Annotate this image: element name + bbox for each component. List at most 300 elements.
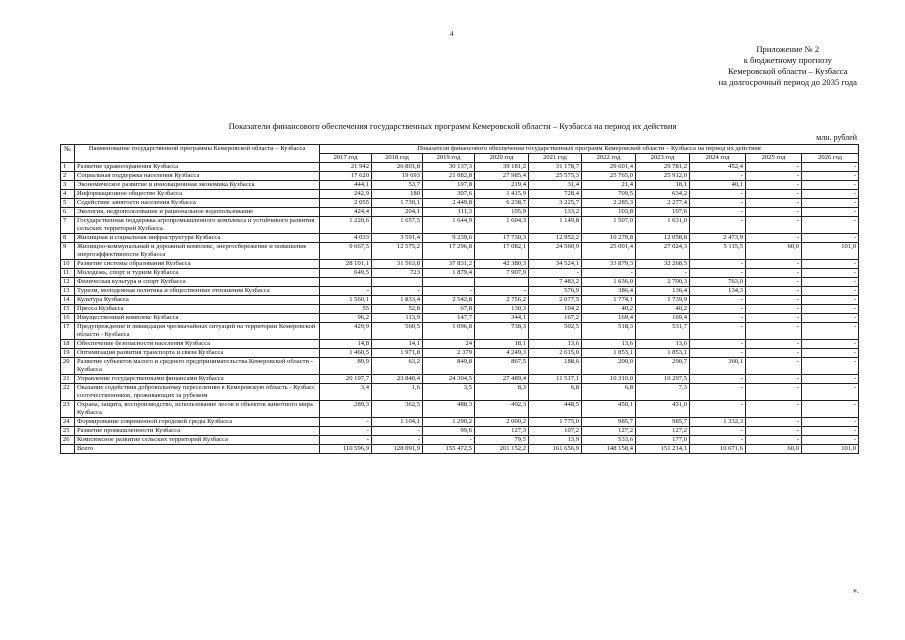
value-cell: 151 214,1	[636, 445, 690, 454]
value-cell: -	[802, 163, 859, 172]
value-cell: -	[802, 384, 859, 401]
value-cell: -	[690, 199, 746, 208]
value-cell: 13,9	[529, 436, 582, 445]
table-row	[61, 375, 859, 384]
value-cell: -	[475, 287, 529, 296]
value-cell: 1,6	[372, 384, 423, 401]
value-cell: 1 853,1	[636, 349, 690, 358]
value-cell: 7 483,2	[529, 278, 582, 287]
value-cell: -	[582, 269, 636, 278]
table-row	[61, 418, 859, 427]
value-cell: 1 104,1	[372, 418, 423, 427]
program-name: Туризм, молодежная политика и общественные отношения Кузбасса	[75, 287, 320, 296]
value-cell: 32 268,5	[636, 260, 690, 269]
value-cell: 60,0	[746, 243, 802, 260]
value-cell: -	[746, 199, 802, 208]
document-title: Показатели финансового обеспечения государственных программ Кемеровской области – Кузбасса на период их действия	[228, 121, 677, 131]
value-cell: 40,2	[636, 305, 690, 314]
value-cell: -	[746, 217, 802, 234]
value-cell: -	[746, 278, 802, 287]
table-row	[61, 190, 859, 199]
value-cell: 12 058,8	[636, 234, 690, 243]
value-cell: 492,3	[475, 401, 529, 418]
value-cell: 2 000,2	[475, 418, 529, 427]
value-cell: -	[802, 199, 859, 208]
value-cell: -	[423, 436, 475, 445]
value-cell: 24	[423, 340, 475, 349]
table-row	[61, 314, 859, 323]
value-cell: 1 775,0	[529, 418, 582, 427]
program-name: Управление государственными финансами Кузбасса	[75, 375, 320, 384]
value-cell: 134,3	[690, 287, 746, 296]
value-cell: 2 379	[423, 349, 475, 358]
value-cell: -	[372, 287, 423, 296]
value-cell: 169,4	[582, 314, 636, 323]
value-cell: -	[802, 375, 859, 384]
value-cell: 12 575,2	[372, 243, 423, 260]
program-name: Имущественный комплекс Кузбасса	[75, 314, 320, 323]
value-cell: -	[746, 181, 802, 190]
table-row	[61, 349, 859, 358]
value-cell: 53,7	[372, 181, 423, 190]
value-cell: -	[746, 296, 802, 305]
value-cell: 89,9	[320, 358, 372, 375]
value-cell: -	[690, 436, 746, 445]
value-cell: -	[746, 314, 802, 323]
value-cell: 533,6	[582, 436, 636, 445]
value-cell: 111,3	[423, 208, 475, 217]
value-cell: -	[802, 269, 859, 278]
value-cell: 204,1	[372, 208, 423, 217]
value-cell: -	[802, 190, 859, 199]
value-cell: 450,1	[582, 401, 636, 418]
value-cell: -	[690, 384, 746, 401]
value-cell: 1 507,0	[582, 217, 636, 234]
header-row-1	[61, 145, 859, 154]
value-cell: 2 700,3	[636, 278, 690, 287]
header-year: 2024 год	[690, 154, 746, 163]
value-cell: 99,6	[423, 427, 475, 436]
row-number: 16	[61, 314, 75, 323]
value-cell: 23 840,4	[372, 375, 423, 384]
program-name: Физическая культура и спорт Кузбасса	[75, 278, 320, 287]
row-number: 21	[61, 375, 75, 384]
header-year: 2020 год	[475, 154, 529, 163]
table-row	[61, 401, 859, 418]
value-cell: 105,9	[475, 208, 529, 217]
value-cell: 649,5	[320, 269, 372, 278]
value-cell: -	[746, 208, 802, 217]
value-cell: 31,4	[529, 181, 582, 190]
value-cell: 30 137,3	[423, 163, 475, 172]
value-cell: -	[746, 436, 802, 445]
row-number: 3	[61, 181, 75, 190]
value-cell: 96,2	[320, 314, 372, 323]
program-name: Оказание содействия добровольному переселению в Кемеровскую область - Кузбасс соотечественников, проживающих за рубежом	[75, 384, 320, 401]
value-cell: 21 082,8	[423, 172, 475, 181]
value-cell: 107,2	[529, 427, 582, 436]
value-cell: 37 831,2	[423, 260, 475, 269]
value-cell: -	[746, 287, 802, 296]
value-cell: -	[690, 296, 746, 305]
units-label: млн. рублей	[816, 133, 857, 142]
value-cell: 531,7	[636, 323, 690, 340]
value-cell: 148 158,4	[582, 445, 636, 454]
value-cell: 39 181,2	[475, 163, 529, 172]
table-row	[61, 384, 859, 401]
value-cell: 1 096,8	[423, 323, 475, 340]
program-name: Экология, недропользование и рациональное водопользование	[75, 208, 320, 217]
program-name: Охрана, защита, воспроизводство, использование лесов и объектов животного мира Кузбасса	[75, 401, 320, 418]
value-cell: -	[802, 418, 859, 427]
header-year: 2019 год	[423, 154, 475, 163]
value-cell: 424,4	[320, 208, 372, 217]
value-cell: 55	[320, 305, 372, 314]
header-year: 2017 год	[320, 154, 372, 163]
value-cell: 107,6	[636, 208, 690, 217]
value-cell: -	[802, 208, 859, 217]
table-row	[61, 287, 859, 296]
table-row	[61, 234, 859, 243]
table-row	[61, 305, 859, 314]
value-cell: -	[746, 384, 802, 401]
row-number: 26	[61, 436, 75, 445]
value-cell: 3 225,7	[529, 199, 582, 208]
value-cell: 307,6	[423, 190, 475, 199]
value-cell: 161 656,9	[529, 445, 582, 454]
table-row	[61, 278, 859, 287]
value-cell: -	[802, 401, 859, 418]
value-cell: -	[802, 234, 859, 243]
value-cell: 6,8	[529, 384, 582, 401]
value-cell: 34 524,1	[529, 260, 582, 269]
row-number: 14	[61, 296, 75, 305]
value-cell: 169,4	[636, 314, 690, 323]
value-cell: -	[802, 340, 859, 349]
value-cell: 103,8	[582, 208, 636, 217]
value-cell: 101,0	[802, 445, 859, 454]
value-cell: -	[802, 305, 859, 314]
table-row	[61, 323, 859, 340]
program-name: Развитие системы образования Кузбасса	[75, 260, 320, 269]
value-cell: -	[746, 340, 802, 349]
value-cell: 3 591,4	[372, 234, 423, 243]
program-name: Жилищная и социальная инфраструктура Кузбасса	[75, 234, 320, 243]
value-cell: 7 907,9	[475, 269, 529, 278]
value-cell: -	[746, 234, 802, 243]
value-cell: 634,2	[636, 190, 690, 199]
value-cell: 1 631,0	[636, 217, 690, 234]
value-cell: -	[690, 323, 746, 340]
value-cell: 127,3	[475, 427, 529, 436]
value-cell: 18,1	[475, 340, 529, 349]
row-number: 13	[61, 287, 75, 296]
value-cell: 25 765,0	[582, 172, 636, 181]
value-cell: -	[746, 305, 802, 314]
value-cell: 24 560,9	[529, 243, 582, 260]
value-cell: 9 667,5	[320, 243, 372, 260]
value-cell: 60,0	[746, 445, 802, 454]
value-cell: 362,5	[372, 401, 423, 418]
header-year: 2018 год	[372, 154, 423, 163]
value-cell: 67,8	[423, 305, 475, 314]
page-number: 4	[450, 30, 454, 38]
row-number: 4	[61, 190, 75, 199]
row-number: 1	[61, 163, 75, 172]
value-cell: 560,5	[372, 323, 423, 340]
value-cell: 709,5	[582, 190, 636, 199]
table-row	[61, 172, 859, 181]
value-cell: 3,4	[320, 384, 372, 401]
program-name: Информационное общество Кузбасса	[75, 190, 320, 199]
value-cell: 2 615,0	[529, 349, 582, 358]
value-cell: 444,1	[320, 181, 372, 190]
value-cell: 130,3	[475, 305, 529, 314]
value-cell: -	[746, 418, 802, 427]
table-row	[61, 340, 859, 349]
value-cell: -	[746, 427, 802, 436]
row-number: 12	[61, 278, 75, 287]
value-cell: 2 473,9	[690, 234, 746, 243]
value-cell: 985,7	[636, 418, 690, 427]
value-cell: -	[690, 427, 746, 436]
header-year: 2021 год	[529, 154, 582, 163]
value-cell: 10 297,5	[636, 375, 690, 384]
value-cell: 200,0	[582, 358, 636, 375]
value-cell: 849,8	[423, 358, 475, 375]
value-cell: -	[320, 287, 372, 296]
appendix-line-1: Приложение № 2	[756, 44, 820, 54]
value-cell: 1 853,1	[582, 349, 636, 358]
value-cell: -	[746, 349, 802, 358]
value-cell: 1 560,1	[320, 296, 372, 305]
header-program-name: Наименование государственной программы Кемеровской области – Кузбасса	[75, 145, 320, 163]
value-cell: 1 739,9	[636, 296, 690, 305]
value-cell: 128 091,9	[372, 445, 423, 454]
value-cell: 21 942	[320, 163, 372, 172]
appendix-block	[719, 44, 857, 88]
row-number: 19	[61, 349, 75, 358]
value-cell: 177,0	[636, 436, 690, 445]
value-cell: -	[690, 305, 746, 314]
value-cell: 14,1	[372, 340, 423, 349]
program-name: Государственная поддержка агропромышленного комплекса и устойчивого развития сельских территорий Кузбасса	[75, 217, 320, 234]
value-cell: 167,2	[529, 314, 582, 323]
program-name: Формирование современной городской среды Кузбасса	[75, 418, 320, 427]
program-name: Пресса Кузбасса	[75, 305, 320, 314]
value-cell: -	[746, 172, 802, 181]
row-number: 10	[61, 260, 75, 269]
value-cell: -	[690, 190, 746, 199]
value-cell: 14,8	[320, 340, 372, 349]
table-row	[61, 445, 859, 454]
value-cell: 27 985,4	[475, 172, 529, 181]
program-name: Развитие субъектов малого и среднего предпринимательства Кемеровской области - Кузбасса	[75, 358, 320, 375]
value-cell: 42 380,3	[475, 260, 529, 269]
value-cell: -	[320, 418, 372, 427]
value-cell: 1 149,8	[529, 217, 582, 234]
value-cell: 1 730,1	[372, 199, 423, 208]
value-cell	[475, 278, 529, 287]
value-cell: -	[529, 269, 582, 278]
value-cell: 27 024,3	[636, 243, 690, 260]
value-cell: 127,2	[582, 427, 636, 436]
value-cell: 133,2	[529, 208, 582, 217]
value-cell: 21,4	[582, 181, 636, 190]
program-name: Предупреждение и ликвидация чрезвычайных ситуаций на территории Кемеровской области - Кузбасса	[75, 323, 320, 340]
value-cell: -	[802, 314, 859, 323]
value-cell: 197,8	[423, 181, 475, 190]
value-cell: 219,4	[475, 181, 529, 190]
table-row	[61, 243, 859, 260]
value-cell: -	[746, 358, 802, 375]
row-number	[61, 445, 75, 454]
value-cell: 17 730,3	[475, 234, 529, 243]
value-cell: 1 971,8	[372, 349, 423, 358]
value-cell: -	[690, 217, 746, 234]
value-cell: 985,7	[582, 418, 636, 427]
row-number: 11	[61, 269, 75, 278]
value-cell: 289,3	[320, 401, 372, 418]
value-cell: -	[746, 401, 802, 418]
value-cell: 27 489,4	[475, 375, 529, 384]
value-cell: -	[746, 269, 802, 278]
value-cell: -	[690, 375, 746, 384]
value-cell: 1 657,5	[372, 217, 423, 234]
table-row	[61, 358, 859, 375]
value-cell: -	[746, 190, 802, 199]
value-cell: 2 285,3	[582, 199, 636, 208]
value-cell: -	[802, 358, 859, 375]
value-cell: 2 277,4	[636, 199, 690, 208]
appendix-line-2: к бюджетному прогнозу	[743, 55, 832, 65]
value-cell: 738,3	[475, 323, 529, 340]
value-cell: 188,6	[529, 358, 582, 375]
value-cell: 1 415,9	[475, 190, 529, 199]
program-name: Комплексное развитие сельских территорий Кузбасса	[75, 436, 320, 445]
value-cell: 24 304,5	[423, 375, 475, 384]
program-name: Всего	[75, 445, 320, 454]
value-cell: -	[423, 287, 475, 296]
row-number: 5	[61, 199, 75, 208]
value-cell: 136,4	[636, 287, 690, 296]
closing-mark: ».	[853, 586, 859, 595]
table-row	[61, 427, 859, 436]
value-cell: 29 781,2	[636, 163, 690, 172]
value-cell: 13,6	[529, 340, 582, 349]
value-cell: 180	[372, 190, 423, 199]
value-cell: 867,5	[475, 358, 529, 375]
value-cell: 1 774,1	[582, 296, 636, 305]
value-cell: 20 197,7	[320, 375, 372, 384]
value-cell: 448,5	[529, 401, 582, 418]
value-cell: -	[802, 296, 859, 305]
value-cell: 11 517,1	[529, 375, 582, 384]
row-number: 25	[61, 427, 75, 436]
value-cell: -	[690, 401, 746, 418]
header-year: 2025 год	[746, 154, 802, 163]
value-cell: -	[690, 314, 746, 323]
value-cell	[372, 278, 423, 287]
value-cell: 2 542,8	[423, 296, 475, 305]
value-cell: -	[746, 163, 802, 172]
value-cell: 31 563,8	[372, 260, 423, 269]
value-cell: 18,1	[636, 181, 690, 190]
value-cell: 29 601,4	[582, 163, 636, 172]
value-cell: 290,7	[636, 358, 690, 375]
value-cell: -	[636, 269, 690, 278]
value-cell: 13,6	[582, 340, 636, 349]
value-cell: 31 178,7	[529, 163, 582, 172]
value-cell: 576,9	[529, 287, 582, 296]
value-cell: 9 239,6	[423, 234, 475, 243]
table-row	[61, 199, 859, 208]
value-cell: 1 833,4	[372, 296, 423, 305]
row-number: 2	[61, 172, 75, 181]
value-cell: 110 596,9	[320, 445, 372, 454]
value-cell: 2 077,5	[529, 296, 582, 305]
value-cell: 40,1	[690, 181, 746, 190]
value-cell: 1 644,9	[423, 217, 475, 234]
value-cell: 518,3	[582, 323, 636, 340]
value-cell: -	[802, 436, 859, 445]
value-cell: 201 152,2	[475, 445, 529, 454]
value-cell: 1 332,3	[690, 418, 746, 427]
value-cell: 6,8	[582, 384, 636, 401]
value-cell: 502,5	[529, 323, 582, 340]
value-cell: 52,8	[372, 305, 423, 314]
value-cell	[423, 278, 475, 287]
program-name: Экономическое развитие и инновационная экономика Кузбасса	[75, 181, 320, 190]
value-cell: -	[690, 340, 746, 349]
value-cell: 13,6	[636, 340, 690, 349]
value-cell: 763,0	[690, 278, 746, 287]
value-cell: 4 033	[320, 234, 372, 243]
value-cell: 104,2	[529, 305, 582, 314]
value-cell: -	[690, 208, 746, 217]
value-cell: 127,2	[636, 427, 690, 436]
funding-table	[60, 144, 859, 454]
value-cell: 113,9	[372, 314, 423, 323]
row-number: 9	[61, 243, 75, 260]
value-cell: 10 671,6	[690, 445, 746, 454]
program-name: Социальная поддержка населения Кузбасса	[75, 172, 320, 181]
value-cell: -	[690, 260, 746, 269]
row-number: 23	[61, 401, 75, 418]
value-cell: -	[802, 427, 859, 436]
value-cell: 4 249,3	[475, 349, 529, 358]
value-cell: 1 604,3	[475, 217, 529, 234]
value-cell: -	[320, 436, 372, 445]
row-number: 8	[61, 234, 75, 243]
row-number: 6	[61, 208, 75, 217]
appendix-line-4: на долгосрочный период до 2035 года	[718, 77, 857, 87]
value-cell: 360,1	[690, 358, 746, 375]
appendix-line-3: Кемеровской области – Кузбасса	[728, 66, 848, 76]
value-cell: -	[372, 427, 423, 436]
row-number: 24	[61, 418, 75, 427]
value-cell: -	[802, 287, 859, 296]
header-year: 2022 год	[582, 154, 636, 163]
value-cell: -	[690, 269, 746, 278]
program-name: Обеспечение безопасности населения Кузбасса	[75, 340, 320, 349]
value-cell: 242,9	[320, 190, 372, 199]
table-row	[61, 163, 859, 172]
value-cell: 25 001,4	[582, 243, 636, 260]
value-cell: 2 055	[320, 199, 372, 208]
value-cell: 147,7	[423, 314, 475, 323]
header-year: 2023 год	[636, 154, 690, 163]
